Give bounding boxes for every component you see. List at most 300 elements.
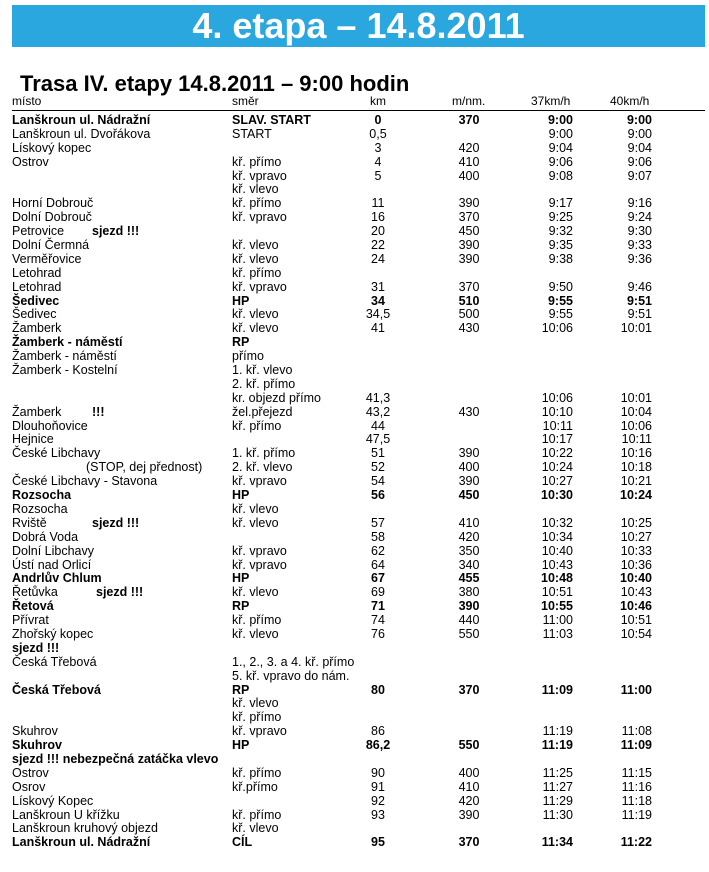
row-time-37: 11:30 bbox=[542, 807, 573, 822]
row-km: 74 bbox=[371, 613, 385, 628]
table-row bbox=[0, 572, 709, 586]
header-time-37: 37km/h bbox=[531, 94, 571, 108]
row-direction: kř. vlevo bbox=[232, 515, 279, 530]
row-place: Lanškroun kruhový objezd bbox=[12, 821, 158, 836]
row-time-40: 10:18 bbox=[620, 460, 652, 475]
row-place: České Libchavy - Stavona bbox=[12, 474, 158, 489]
row-time-40: 10:36 bbox=[620, 557, 652, 572]
row-altitude: 350 bbox=[458, 543, 480, 558]
table-row bbox=[0, 308, 709, 322]
table-row bbox=[0, 170, 709, 184]
row-time-40: 9:07 bbox=[627, 168, 652, 183]
row-place: Zhořský kopec bbox=[12, 626, 94, 641]
row-km: 67 bbox=[371, 571, 385, 586]
row-altitude: 370 bbox=[458, 835, 480, 850]
row-time-40: 11:19 bbox=[621, 807, 652, 822]
table-row bbox=[0, 697, 709, 711]
row-time-37: 10:34 bbox=[541, 529, 573, 544]
table-row bbox=[0, 433, 709, 447]
row-altitude: 370 bbox=[458, 210, 480, 225]
row-altitude: 340 bbox=[458, 557, 480, 572]
row-altitude: 440 bbox=[458, 613, 480, 628]
row-direction: žel.přejezd bbox=[232, 404, 293, 419]
row-place: Šedivec bbox=[12, 293, 60, 308]
row-km: 20 bbox=[371, 224, 385, 239]
stage-banner: 4. etapa – 14.8.2011 bbox=[12, 5, 705, 47]
row-direction: kř. vpravo bbox=[232, 210, 287, 225]
row-time-37: 10:24 bbox=[541, 460, 573, 475]
row-time-37: 11:25 bbox=[542, 765, 573, 780]
table-row bbox=[0, 684, 709, 698]
row-time-37: 9:00 bbox=[547, 113, 573, 127]
table-row bbox=[0, 156, 709, 170]
table-row bbox=[0, 211, 709, 225]
row-km: 3 bbox=[374, 140, 382, 155]
table-row bbox=[0, 420, 709, 434]
row-place: Řetová bbox=[12, 599, 54, 614]
row-time-40: 9:00 bbox=[627, 126, 652, 141]
table-row bbox=[0, 600, 709, 614]
row-place: Letohrad bbox=[12, 279, 62, 294]
row-place: Žamberk bbox=[12, 404, 62, 419]
table-row bbox=[0, 489, 709, 503]
row-note: (STOP, dej přednost) bbox=[86, 460, 203, 475]
row-place: Dlouhoňovice bbox=[12, 418, 88, 433]
row-place: sjezd !!! bbox=[12, 640, 60, 655]
header-time-40: 40km/h bbox=[610, 94, 650, 108]
row-time-40: 9:30 bbox=[627, 224, 652, 239]
row-place: Šedivec bbox=[12, 307, 57, 322]
row-place: Dolní Dobrouč bbox=[12, 210, 92, 225]
row-altitude: 370 bbox=[458, 113, 480, 127]
row-time-37: 10:22 bbox=[541, 446, 573, 461]
row-time-40: 11:18 bbox=[621, 793, 652, 808]
row-direction: kř. přímo bbox=[232, 196, 282, 211]
table-row bbox=[0, 656, 709, 670]
row-place: Žamberk bbox=[12, 321, 62, 336]
row-direction: kř. přímo bbox=[232, 807, 282, 822]
row-direction: kř. vlevo bbox=[232, 238, 279, 253]
row-km: 95 bbox=[371, 835, 385, 850]
table-row bbox=[0, 378, 709, 392]
row-km: 44 bbox=[371, 418, 385, 433]
row-time-40: 11:09 bbox=[620, 738, 652, 753]
route-table bbox=[0, 114, 709, 850]
row-km: 86,2 bbox=[365, 738, 391, 753]
table-row bbox=[0, 295, 709, 309]
table-row bbox=[0, 475, 709, 489]
row-place: Andrlův Chlum bbox=[12, 571, 102, 586]
row-direction: kř. vlevo bbox=[232, 626, 279, 641]
row-altitude: 430 bbox=[458, 321, 480, 336]
row-altitude: 370 bbox=[458, 279, 480, 294]
header-place: místo bbox=[12, 94, 42, 108]
row-direction: CÍL bbox=[232, 835, 253, 850]
row-place: Horní Dobrouč bbox=[12, 196, 94, 211]
header-direction: směr bbox=[232, 94, 259, 108]
row-direction: přímo bbox=[232, 349, 264, 364]
row-time-40: 10:16 bbox=[620, 446, 652, 461]
row-place: Lískový Kopec bbox=[12, 793, 94, 808]
row-place: Lanškroun ul. Nádražní bbox=[12, 835, 151, 850]
row-time-40: 9:16 bbox=[627, 196, 652, 211]
row-altitude: 380 bbox=[458, 585, 480, 600]
row-place: Letohrad bbox=[12, 265, 62, 280]
row-time-40: 10:46 bbox=[620, 599, 652, 614]
row-km: 16 bbox=[371, 210, 385, 225]
row-time-37: 9:25 bbox=[548, 210, 573, 225]
row-time-40: 9:00 bbox=[626, 113, 652, 127]
row-altitude: 390 bbox=[458, 474, 480, 489]
row-km: 64 bbox=[371, 557, 385, 572]
row-km: 31 bbox=[371, 279, 385, 294]
row-altitude: 410 bbox=[458, 515, 480, 530]
row-place: Skuhrov bbox=[12, 738, 63, 753]
row-time-37: 9:55 bbox=[547, 293, 573, 308]
row-place: Dobrá Voda bbox=[12, 529, 79, 544]
table-row bbox=[0, 281, 709, 295]
row-altitude: 420 bbox=[458, 529, 480, 544]
row-direction: SLAV. START bbox=[232, 113, 311, 127]
table-row bbox=[0, 795, 709, 809]
table-row bbox=[0, 545, 709, 559]
row-direction: 1. kř. vlevo bbox=[232, 363, 293, 378]
row-time-37: 9:00 bbox=[548, 126, 573, 141]
row-km: 93 bbox=[371, 807, 385, 822]
row-time-40: 9:36 bbox=[627, 251, 652, 266]
row-altitude: 400 bbox=[458, 765, 480, 780]
row-time-40: 9:06 bbox=[627, 154, 652, 169]
row-time-40: 9:24 bbox=[627, 210, 652, 225]
row-km: 41,3 bbox=[365, 390, 391, 405]
header-km: km bbox=[370, 94, 386, 108]
row-km: 22 bbox=[371, 238, 385, 253]
row-place: Dolní Čermná bbox=[12, 238, 90, 253]
row-time-37: 10:32 bbox=[541, 515, 573, 530]
table-row bbox=[0, 725, 709, 739]
row-altitude: 410 bbox=[458, 154, 480, 169]
row-time-37: 11:19 bbox=[541, 738, 573, 753]
row-place: Žamberk - Kostelní bbox=[12, 363, 118, 378]
row-place: Osrov bbox=[12, 779, 46, 794]
row-direction: kř. přímo bbox=[232, 265, 282, 280]
row-time-37: 11:03 bbox=[542, 626, 573, 641]
row-direction: kř. vpravo bbox=[232, 474, 287, 489]
row-place: Petrovice bbox=[12, 224, 65, 239]
row-time-40: 9:51 bbox=[627, 307, 652, 322]
row-km: 57 bbox=[371, 515, 385, 530]
row-direction: RP bbox=[232, 682, 250, 697]
row-time-37: 10:06 bbox=[541, 390, 573, 405]
row-direction: kř. přímo bbox=[232, 418, 282, 433]
row-time-37: 11:19 bbox=[542, 724, 573, 739]
row-time-37: 10:51 bbox=[541, 585, 573, 600]
row-note: sjezd !!! bbox=[92, 515, 140, 530]
row-time-40: 10:01 bbox=[620, 390, 652, 405]
row-direction: kř. vlevo bbox=[232, 585, 279, 600]
row-time-37: 10:30 bbox=[541, 488, 573, 503]
row-time-37: 10:10 bbox=[541, 404, 573, 419]
row-place: Přívrat bbox=[12, 613, 49, 628]
row-place: Žamberk - náměstí bbox=[12, 349, 117, 364]
row-time-37: 9:55 bbox=[548, 307, 573, 322]
row-place: Ostrov bbox=[12, 765, 49, 780]
row-time-37: 9:04 bbox=[548, 140, 573, 155]
row-km: 0,5 bbox=[369, 126, 387, 141]
row-km: 54 bbox=[371, 474, 385, 489]
row-time-40: 10:54 bbox=[620, 626, 652, 641]
row-place: Česká Třebová bbox=[12, 682, 101, 697]
row-altitude: 390 bbox=[458, 807, 480, 822]
header-altitude: m/nm. bbox=[452, 94, 486, 108]
row-time-40: 10:24 bbox=[620, 488, 652, 503]
row-time-37: 10:17 bbox=[541, 432, 573, 447]
row-time-40: 10:06 bbox=[620, 418, 652, 433]
table-row bbox=[0, 183, 709, 197]
row-place: Ústí nad Orlicí bbox=[12, 557, 92, 572]
row-direction: kř. vlevo bbox=[232, 307, 279, 322]
row-direction: kř. vlevo bbox=[232, 182, 279, 197]
table-row bbox=[0, 197, 709, 211]
row-place: Verměřovice bbox=[12, 251, 82, 266]
row-direction: RP bbox=[232, 335, 250, 350]
row-time-40: 11:16 bbox=[621, 779, 652, 794]
row-place: Lanškroun U křížku bbox=[12, 807, 120, 822]
table-row bbox=[0, 503, 709, 517]
row-altitude: 400 bbox=[458, 168, 480, 183]
row-direction: kr. objezd přímo bbox=[232, 390, 321, 405]
row-altitude: 420 bbox=[458, 140, 480, 155]
row-km: 0 bbox=[374, 113, 382, 127]
table-row bbox=[0, 239, 709, 253]
row-place: Lanškroun ul. Nádražní bbox=[12, 113, 151, 127]
row-km: 41 bbox=[371, 321, 385, 336]
table-row bbox=[0, 711, 709, 725]
row-direction: kř. vlevo bbox=[232, 251, 279, 266]
table-row bbox=[0, 614, 709, 628]
row-km: 51 bbox=[371, 446, 385, 461]
row-direction: kř. vlevo bbox=[232, 321, 279, 336]
row-note: sjezd !!! bbox=[96, 585, 144, 600]
row-altitude: 510 bbox=[458, 293, 480, 308]
row-km: 52 bbox=[371, 460, 385, 475]
row-direction: kř. vpravo bbox=[232, 557, 287, 572]
table-row bbox=[0, 406, 709, 420]
row-place: Hejnice bbox=[12, 432, 54, 447]
row-time-37: 9:08 bbox=[548, 168, 573, 183]
table-row bbox=[0, 142, 709, 156]
row-direction: 5. kř. vpravo do nám. bbox=[232, 668, 350, 683]
row-time-40: 10:11 bbox=[621, 432, 652, 447]
row-direction: kř. přímo bbox=[232, 710, 282, 725]
row-time-37: 11:09 bbox=[541, 682, 573, 697]
row-km: 58 bbox=[371, 529, 385, 544]
row-direction: HP bbox=[232, 571, 250, 586]
row-place: Česká Třebová bbox=[12, 654, 97, 669]
row-time-40: 11:08 bbox=[621, 724, 652, 739]
route-title: Trasa IV. etapy 14.8.2011 – 9:00 hodin bbox=[20, 71, 410, 96]
table-row bbox=[0, 767, 709, 781]
row-time-37: 9:06 bbox=[548, 154, 573, 169]
row-altitude: 455 bbox=[458, 571, 480, 586]
table-row bbox=[0, 809, 709, 823]
table-row bbox=[0, 350, 709, 364]
row-altitude: 410 bbox=[458, 779, 480, 794]
table-row bbox=[0, 531, 709, 545]
row-km: 92 bbox=[371, 793, 385, 808]
row-altitude: 500 bbox=[458, 307, 480, 322]
row-km: 24 bbox=[371, 251, 385, 266]
row-km: 47,5 bbox=[365, 432, 391, 447]
row-direction: kř. přímo bbox=[232, 613, 282, 628]
table-row bbox=[0, 267, 709, 281]
row-altitude: 430 bbox=[458, 404, 480, 419]
row-time-37: 9:35 bbox=[548, 238, 573, 253]
row-time-37: 11:29 bbox=[542, 793, 573, 808]
row-direction: kř. vlevo bbox=[232, 696, 279, 711]
row-time-37: 9:32 bbox=[548, 224, 573, 239]
row-km: 91 bbox=[371, 779, 385, 794]
row-time-40: 10:25 bbox=[620, 515, 652, 530]
row-direction: 1. kř. přímo bbox=[232, 446, 296, 461]
row-time-37: 10:06 bbox=[541, 321, 573, 336]
table-row bbox=[0, 586, 709, 600]
row-km: 62 bbox=[371, 543, 385, 558]
row-time-40: 10:33 bbox=[620, 543, 652, 558]
row-direction: HP bbox=[232, 293, 250, 308]
row-km: 4 bbox=[374, 154, 382, 169]
row-time-40: 9:46 bbox=[627, 279, 652, 294]
row-time-37: 10:40 bbox=[541, 543, 573, 558]
row-altitude: 550 bbox=[458, 738, 480, 753]
table-row bbox=[0, 739, 709, 753]
row-altitude: 550 bbox=[458, 626, 480, 641]
row-time-40: 9:33 bbox=[627, 238, 652, 253]
row-time-40: 10:27 bbox=[620, 529, 652, 544]
row-time-40: 10:01 bbox=[620, 321, 652, 336]
row-altitude: 400 bbox=[458, 460, 480, 475]
row-time-37: 11:27 bbox=[542, 779, 573, 794]
row-direction: kř. přímo bbox=[232, 154, 282, 169]
row-time-40: 11:22 bbox=[620, 835, 652, 850]
row-place: Rozsocha bbox=[12, 488, 72, 503]
row-altitude: 390 bbox=[458, 251, 480, 266]
row-time-40: 11:15 bbox=[621, 765, 652, 780]
row-place: Dolní Libchavy bbox=[12, 543, 94, 558]
row-time-37: 11:34 bbox=[541, 835, 573, 850]
row-time-37: 10:27 bbox=[541, 474, 573, 489]
table-header bbox=[0, 94, 709, 109]
row-direction: HP bbox=[232, 738, 250, 753]
header-rule bbox=[12, 110, 705, 111]
row-place: Rozsocha bbox=[12, 501, 68, 516]
row-direction: 1., 2., 3. a 4. kř. přímo bbox=[232, 654, 355, 669]
row-direction: kř. vlevo bbox=[232, 501, 279, 516]
row-km: 43,2 bbox=[365, 404, 391, 419]
row-km: 11 bbox=[371, 196, 385, 211]
row-direction: kř. vlevo bbox=[232, 821, 279, 836]
row-km: 90 bbox=[371, 765, 385, 780]
row-direction: kř. vpravo bbox=[232, 168, 287, 183]
row-km: 34 bbox=[371, 293, 385, 308]
row-km: 71 bbox=[371, 599, 385, 614]
row-km: 86 bbox=[371, 724, 385, 739]
row-place: Lískový kopec bbox=[12, 140, 92, 155]
row-time-40: 10:51 bbox=[620, 613, 652, 628]
row-altitude: 450 bbox=[458, 488, 480, 503]
row-place: Žamberk - náměstí bbox=[12, 335, 123, 350]
table-row bbox=[0, 670, 709, 684]
row-time-40: 10:40 bbox=[620, 571, 652, 586]
row-altitude: 370 bbox=[458, 682, 480, 697]
table-row bbox=[0, 628, 709, 642]
row-km: 76 bbox=[371, 626, 385, 641]
table-row bbox=[0, 392, 709, 406]
row-place: Lanškroun ul. Dvořákova bbox=[12, 126, 151, 141]
row-altitude: 390 bbox=[458, 238, 480, 253]
row-time-37: 11:00 bbox=[542, 613, 573, 628]
row-altitude: 390 bbox=[458, 599, 480, 614]
row-km: 80 bbox=[371, 682, 385, 697]
row-direction: kř. vpravo bbox=[232, 724, 287, 739]
row-km: 69 bbox=[371, 585, 385, 600]
row-km: 5 bbox=[374, 168, 382, 183]
row-time-40: 11:00 bbox=[620, 682, 652, 697]
row-time-40: 10:21 bbox=[620, 474, 652, 489]
row-direction: 2. kř. vlevo bbox=[232, 460, 293, 475]
row-km: 56 bbox=[371, 488, 385, 503]
row-direction: kř. přímo bbox=[232, 765, 282, 780]
table-row bbox=[0, 447, 709, 461]
row-direction: RP bbox=[232, 599, 250, 614]
table-row bbox=[0, 781, 709, 795]
row-place: Ostrov bbox=[12, 154, 49, 169]
row-time-40: 9:04 bbox=[627, 140, 652, 155]
row-place: České Libchavy bbox=[12, 446, 101, 461]
row-place: sjezd !!! nebezpečná zatáčka vlevo bbox=[12, 751, 219, 766]
table-row bbox=[0, 253, 709, 267]
row-time-37: 10:48 bbox=[541, 571, 573, 586]
table-row bbox=[0, 225, 709, 239]
row-altitude: 390 bbox=[458, 196, 480, 211]
row-altitude: 420 bbox=[458, 793, 480, 808]
row-time-40: 10:43 bbox=[620, 585, 652, 600]
row-time-40: 10:04 bbox=[620, 404, 652, 419]
row-time-37: 9:50 bbox=[548, 279, 573, 294]
row-direction: START bbox=[232, 126, 272, 141]
row-altitude: 390 bbox=[458, 446, 480, 461]
row-km: 34,5 bbox=[365, 307, 391, 322]
row-note: sjezd !!! bbox=[92, 224, 140, 239]
table-row bbox=[0, 517, 709, 531]
row-place: Skuhrov bbox=[12, 724, 58, 739]
table-row bbox=[0, 642, 709, 656]
row-altitude: 450 bbox=[458, 224, 480, 239]
row-place: Řetůvka bbox=[12, 585, 58, 600]
row-time-37: 10:55 bbox=[541, 599, 573, 614]
row-direction: HP bbox=[232, 488, 250, 503]
table-row bbox=[0, 364, 709, 378]
table-row bbox=[0, 822, 709, 836]
table-row bbox=[0, 128, 709, 142]
row-direction: 2. kř. přímo bbox=[232, 376, 296, 391]
table-row bbox=[0, 836, 709, 850]
row-time-40: 9:51 bbox=[626, 293, 652, 308]
table-row bbox=[0, 559, 709, 573]
row-time-37: 9:17 bbox=[548, 196, 573, 211]
row-time-37: 9:38 bbox=[548, 251, 573, 266]
row-time-37: 10:11 bbox=[542, 418, 573, 433]
